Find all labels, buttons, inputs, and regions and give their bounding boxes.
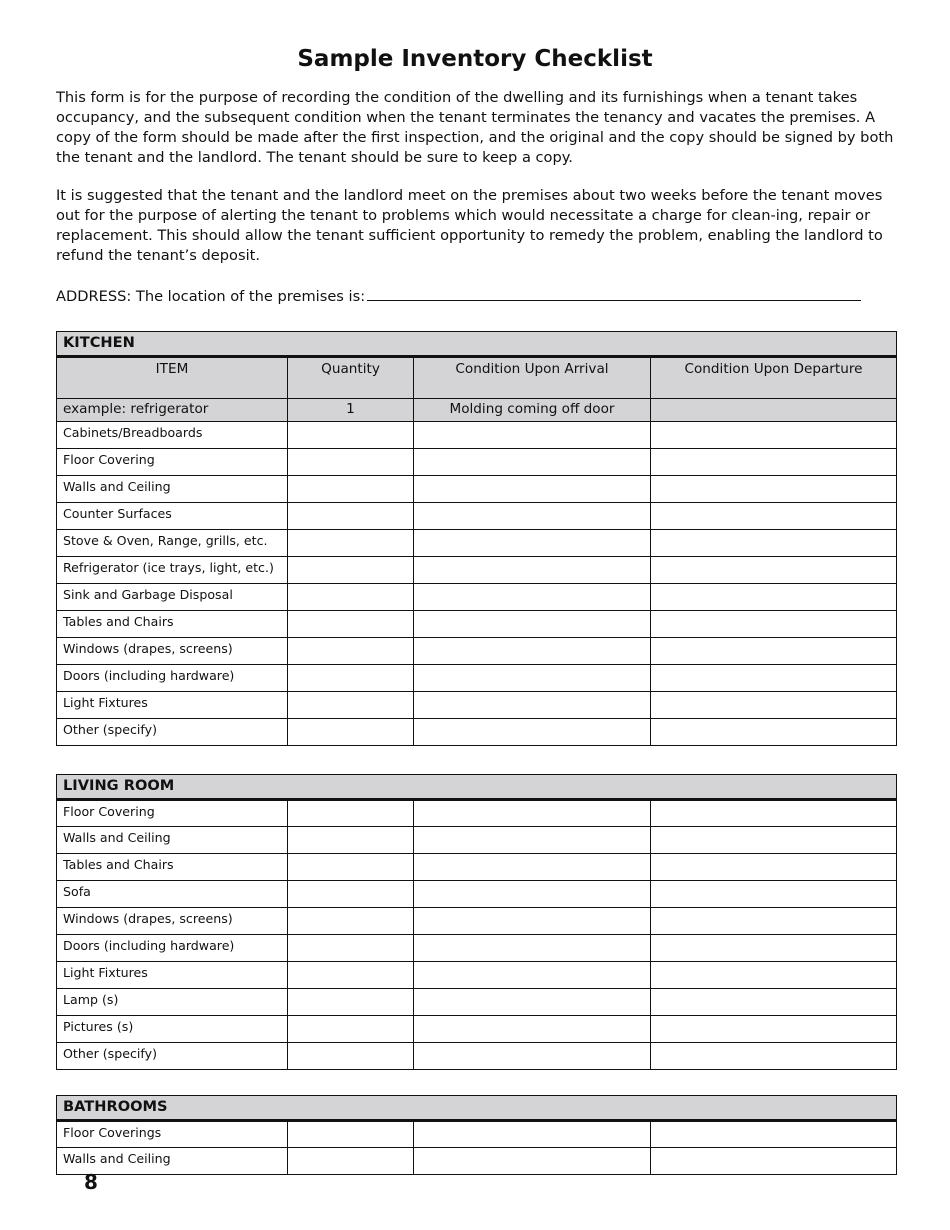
- address-row: [56, 285, 861, 305]
- kitchen-table: [56, 331, 897, 746]
- table-row: [57, 1148, 897, 1175]
- quantity-cell[interactable]: [288, 638, 414, 665]
- quantity-cell[interactable]: [288, 1043, 414, 1070]
- departure-condition-cell[interactable]: [651, 1043, 897, 1070]
- table-row: [57, 854, 897, 881]
- quantity-cell[interactable]: [288, 1148, 414, 1175]
- item-label: Counter Surfaces: [57, 503, 288, 530]
- arrival-condition-cell[interactable]: [414, 1016, 651, 1043]
- quantity-cell[interactable]: [288, 962, 414, 989]
- table-row: [57, 800, 897, 827]
- item-label: Doors (including hardware): [57, 665, 288, 692]
- table-row: [57, 1121, 897, 1148]
- quantity-cell[interactable]: [288, 827, 414, 854]
- example-arrival: Molding coming off door: [414, 399, 651, 422]
- departure-condition-cell[interactable]: [651, 800, 897, 827]
- item-label: Sink and Garbage Disposal: [57, 584, 288, 611]
- departure-condition-cell[interactable]: [651, 476, 897, 503]
- arrival-condition-cell[interactable]: [414, 422, 651, 449]
- quantity-cell[interactable]: [288, 1016, 414, 1043]
- item-label: Lamp (s): [57, 989, 288, 1016]
- table-row: [57, 557, 897, 584]
- col-header-item: ITEM: [57, 357, 288, 399]
- item-label: Cabinets/Breadboards: [57, 422, 288, 449]
- section-header: [57, 775, 897, 800]
- quantity-cell[interactable]: [288, 449, 414, 476]
- departure-condition-cell[interactable]: [651, 638, 897, 665]
- table-row: [57, 665, 897, 692]
- arrival-condition-cell[interactable]: [414, 962, 651, 989]
- item-label: Tables and Chairs: [57, 611, 288, 638]
- col-header-departure: Condition Upon Departure: [651, 357, 897, 399]
- quantity-cell[interactable]: [288, 854, 414, 881]
- table-row: [57, 530, 897, 557]
- page-title: Sample Inventory Checklist: [297, 46, 653, 72]
- table-row: [57, 881, 897, 908]
- departure-condition-cell[interactable]: [651, 530, 897, 557]
- quantity-cell[interactable]: [288, 476, 414, 503]
- arrival-condition-cell[interactable]: [414, 665, 651, 692]
- departure-condition-cell[interactable]: [651, 962, 897, 989]
- table-row: [57, 989, 897, 1016]
- arrival-condition-cell[interactable]: [414, 557, 651, 584]
- item-label: Light Fixtures: [57, 962, 288, 989]
- departure-condition-cell[interactable]: [651, 881, 897, 908]
- quantity-cell[interactable]: [288, 422, 414, 449]
- quantity-cell[interactable]: [288, 530, 414, 557]
- arrival-condition-cell[interactable]: [414, 908, 651, 935]
- address-label: ADDRESS: The location of the premises is:: [56, 288, 366, 305]
- table-row: [57, 827, 897, 854]
- intro-paragraph-1: This form is for the purpose of recording the condition of the dwelling and its furnishings when a tenant takes occupancy, and the subsequent condition when the tenant terminates the tenancy and vacates the premises. A copy of the form should be made after the first inspection, and the original and the copy should be signed by both the tenant and the landlord. The tenant should be sure to keep a copy.: [56, 89, 894, 166]
- col-header-arrival: Condition Upon Arrival: [414, 357, 651, 399]
- item-label: Walls and Ceiling: [57, 827, 288, 854]
- item-label: Refrigerator (ice trays, light, etc.): [57, 557, 288, 584]
- departure-condition-cell[interactable]: [651, 665, 897, 692]
- quantity-cell[interactable]: [288, 935, 414, 962]
- departure-condition-cell[interactable]: [651, 989, 897, 1016]
- table-row: [57, 503, 897, 530]
- item-label: Walls and Ceiling: [57, 1148, 288, 1175]
- departure-condition-cell[interactable]: [651, 908, 897, 935]
- quantity-cell[interactable]: [288, 881, 414, 908]
- section-title-kitchen: KITCHEN: [57, 332, 897, 357]
- quantity-cell[interactable]: [288, 989, 414, 1016]
- address-input-line[interactable]: [367, 285, 861, 301]
- arrival-condition-cell[interactable]: [414, 449, 651, 476]
- table-row: [57, 638, 897, 665]
- item-label: Floor Covering: [57, 449, 288, 476]
- departure-condition-cell[interactable]: [651, 1121, 897, 1148]
- arrival-condition-cell[interactable]: [414, 1043, 651, 1070]
- departure-condition-cell[interactable]: [651, 854, 897, 881]
- departure-condition-cell[interactable]: [651, 584, 897, 611]
- arrival-condition-cell[interactable]: [414, 1121, 651, 1148]
- arrival-condition-cell[interactable]: [414, 800, 651, 827]
- example-departure: [651, 399, 897, 422]
- table-row: [57, 476, 897, 503]
- arrival-condition-cell[interactable]: [414, 881, 651, 908]
- table-row: [57, 449, 897, 476]
- table-row: [57, 935, 897, 962]
- departure-condition-cell[interactable]: [651, 611, 897, 638]
- table-row: [57, 422, 897, 449]
- quantity-cell[interactable]: [288, 665, 414, 692]
- departure-condition-cell[interactable]: [651, 449, 897, 476]
- section-title-living-room: LIVING ROOM: [57, 775, 897, 800]
- quantity-cell[interactable]: [288, 692, 414, 719]
- arrival-condition-cell[interactable]: [414, 584, 651, 611]
- col-header-quantity: Quantity: [288, 357, 414, 399]
- departure-condition-cell[interactable]: [651, 719, 897, 746]
- departure-condition-cell[interactable]: [651, 1016, 897, 1043]
- arrival-condition-cell[interactable]: [414, 503, 651, 530]
- item-label: Light Fixtures: [57, 692, 288, 719]
- column-header-row: [57, 357, 897, 399]
- item-label: Pictures (s): [57, 1016, 288, 1043]
- item-label: Tables and Chairs: [57, 854, 288, 881]
- departure-condition-cell[interactable]: [651, 827, 897, 854]
- table-row: [57, 1016, 897, 1043]
- item-label: Windows (drapes, screens): [57, 638, 288, 665]
- quantity-cell[interactable]: [288, 800, 414, 827]
- quantity-cell[interactable]: [288, 719, 414, 746]
- table-row: [57, 719, 897, 746]
- departure-condition-cell[interactable]: [651, 935, 897, 962]
- arrival-condition-cell[interactable]: [414, 827, 651, 854]
- table-row: [57, 1043, 897, 1070]
- section-header: [57, 1096, 897, 1121]
- section-title-bathrooms: BATHROOMS: [57, 1096, 897, 1121]
- item-label: Windows (drapes, screens): [57, 908, 288, 935]
- table-row: [57, 611, 897, 638]
- living-room-rows: [57, 800, 897, 1070]
- departure-condition-cell[interactable]: [651, 692, 897, 719]
- example-row: [57, 399, 897, 422]
- arrival-condition-cell[interactable]: [414, 530, 651, 557]
- departure-condition-cell[interactable]: [651, 1148, 897, 1175]
- section-header: [57, 332, 897, 357]
- bathrooms-rows: [57, 1121, 897, 1175]
- example-item: example: refrigerator: [57, 399, 288, 422]
- departure-condition-cell[interactable]: [651, 503, 897, 530]
- quantity-cell[interactable]: [288, 557, 414, 584]
- arrival-condition-cell[interactable]: [414, 638, 651, 665]
- departure-condition-cell[interactable]: [651, 557, 897, 584]
- table-row: [57, 908, 897, 935]
- arrival-condition-cell[interactable]: [414, 1148, 651, 1175]
- quantity-cell[interactable]: [288, 908, 414, 935]
- item-label: Walls and Ceiling: [57, 476, 288, 503]
- page-number: 8: [84, 1170, 98, 1194]
- bathrooms-table: [56, 1095, 897, 1175]
- quantity-cell[interactable]: [288, 503, 414, 530]
- quantity-cell[interactable]: [288, 584, 414, 611]
- departure-condition-cell[interactable]: [651, 422, 897, 449]
- item-label: Other (specify): [57, 719, 288, 746]
- arrival-condition-cell[interactable]: [414, 611, 651, 638]
- table-row: [57, 962, 897, 989]
- living-room-table: [56, 774, 897, 1070]
- example-quantity: 1: [288, 399, 414, 422]
- intro-paragraph-2: It is suggested that the tenant and the landlord meet on the premises about two weeks before the tenant moves out for the purpose of alerting the tenant to problems which would necessitate a charge for clean-ing, repair or replacement. This should allow the tenant sufficient opportunity to remedy the problem, enabling the landlord to refund the tenant’s deposit.: [56, 187, 883, 264]
- kitchen-rows: [57, 422, 897, 746]
- item-label: Sofa: [57, 881, 288, 908]
- item-label: Stove & Oven, Range, grills, etc.: [57, 530, 288, 557]
- arrival-condition-cell[interactable]: [414, 989, 651, 1016]
- item-label: Floor Covering: [57, 800, 288, 827]
- table-row: [57, 584, 897, 611]
- arrival-condition-cell[interactable]: [414, 476, 651, 503]
- item-label: Other (specify): [57, 1043, 288, 1070]
- quantity-cell[interactable]: [288, 1121, 414, 1148]
- arrival-condition-cell[interactable]: [414, 719, 651, 746]
- table-row: [57, 692, 897, 719]
- quantity-cell[interactable]: [288, 611, 414, 638]
- item-label: Doors (including hardware): [57, 935, 288, 962]
- item-label: Floor Coverings: [57, 1121, 288, 1148]
- arrival-condition-cell[interactable]: [414, 692, 651, 719]
- arrival-condition-cell[interactable]: [414, 854, 651, 881]
- arrival-condition-cell[interactable]: [414, 935, 651, 962]
